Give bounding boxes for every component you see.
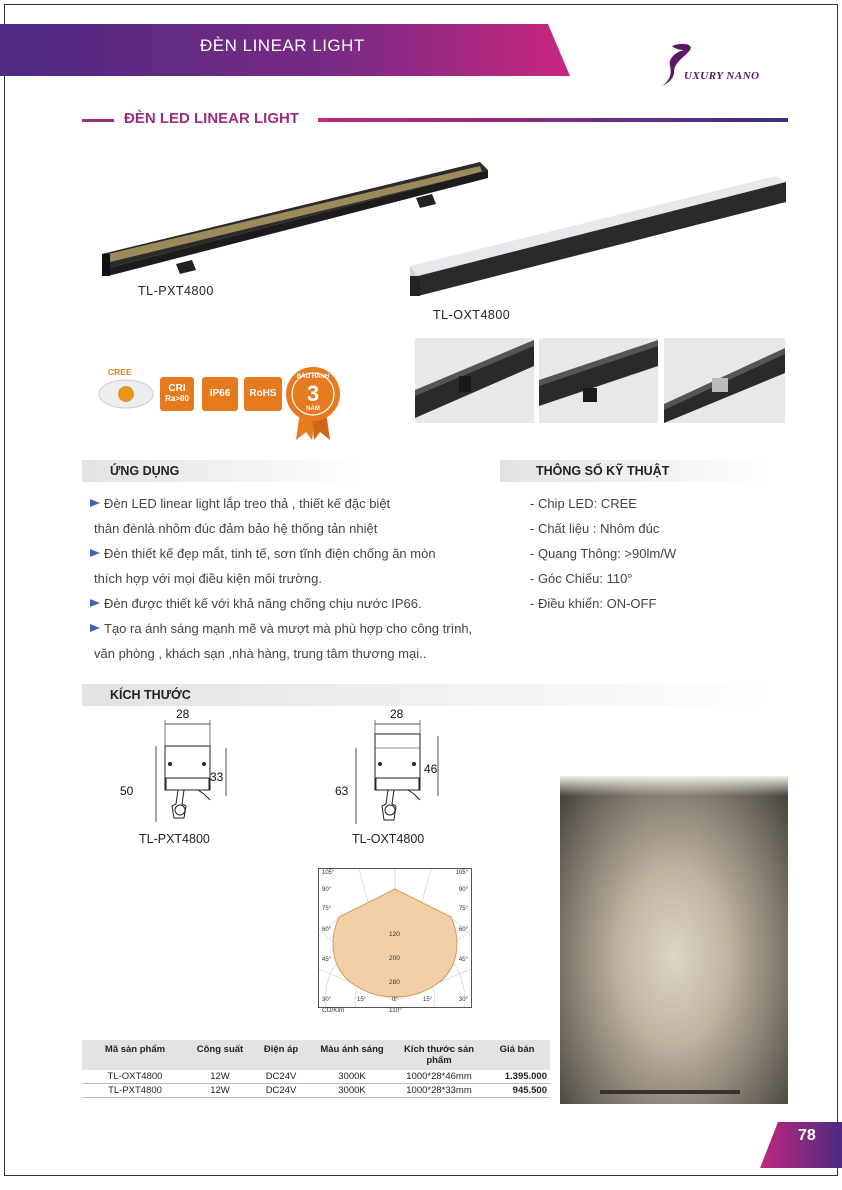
cell-color-temp: 3000K [310,1084,394,1098]
bullet-arrow-icon [90,549,100,557]
spec-control: - Điều khiển: ON-OFF [530,596,657,611]
spec-flux: - Quang Thông: >90lm/W [530,546,677,561]
application-line-6: Tạo ra ánh sáng mạnh mẽ và mượt mà phù hợp cho công trình, [90,621,472,636]
product-label-oxt4800: TL-OXT4800 [433,308,511,322]
col-header-model: Mã sản phẩm [82,1040,188,1070]
cell-size: 1000*28*33mm [394,1084,484,1098]
rohs-badge: RoHS [244,377,282,411]
cri-badge-title: CRI [168,383,186,394]
polar-angle-top-right: 105° [455,870,468,876]
cell-price: 1.395.000 [484,1070,550,1084]
application-line-7: văn phòng , khách sạn ,nhà hàng, trung tâm thương mại.. [94,646,427,661]
polar-angle-left-75: 75° [322,906,332,912]
pxt-height-label: 50 [120,784,134,798]
section-title-rule-right [318,118,788,122]
table-row [82,1084,550,1098]
polar-angle-left-45: 45° [322,957,332,963]
application-title: ỨNG DỤNG [110,464,180,478]
oxt-height-label: 63 [335,784,349,798]
wall-fixture-bar [600,1090,740,1094]
polar-bottom-30-right: 30° [458,997,468,1003]
polar-bottom-15-left: 15° [357,997,367,1003]
application-line-2: thân đènlà nhôm đúc đảm bảo hệ thống tản nhiệt [94,521,378,536]
polar-angle-right-45: 45° [458,957,468,963]
application-photo [560,776,788,1104]
oxt-width-label: 28 [390,707,404,721]
table-row [82,1070,550,1084]
warranty-bottom-text: NĂM [306,406,320,412]
polar-angle-left-90: 90° [322,887,332,893]
col-header-size: Kích thước sản phẩm [394,1040,484,1070]
cree-chip-icon [97,378,155,410]
polar-angle-right-90: 90° [458,887,468,893]
cree-label: CREE [108,367,132,377]
pxt-dimension-caption: TL-PXT4800 [139,832,210,846]
cell-power: 12W [188,1070,252,1084]
polar-ring-200: 200 [389,955,400,962]
polar-unit: CD/Klm [322,1007,345,1014]
bullet-arrow-icon [90,624,100,632]
cell-size: 1000*28*46mm [394,1070,484,1084]
polar-angle-top-left: 105° [322,870,335,876]
polar-ring-280: 280 [389,979,400,986]
warranty-badge [284,364,342,442]
col-header-voltage: Điện áp [252,1040,310,1070]
application-line-1: Đèn LED linear light lắp treo thả , thiết kế đặc biệt [90,496,390,511]
polar-diagram-plot [319,869,471,1007]
table-header-row [82,1040,550,1070]
wall-light-top [560,776,788,796]
cell-voltage: DC24V [252,1084,310,1098]
col-header-price: Giá bán [484,1040,550,1070]
price-table [82,1040,550,1098]
cell-model: TL-OXT4800 [82,1070,188,1084]
spec-beam-angle: - Góc Chiếu: 110° [530,571,633,586]
col-header-power: Công suất [188,1040,252,1070]
application-line-3: Đèn thiết kế đẹp mắt, tinh tế, sơn tĩnh điện chống ăn mòn [90,546,436,561]
polar-beam-angle: 110° [389,1007,402,1014]
product-label-pxt4800: TL-PXT4800 [138,284,214,298]
cell-voltage: DC24V [252,1070,310,1084]
oxt-dimension-drawing [348,718,458,828]
bullet-arrow-icon [90,499,100,507]
spec-chip: - Chip LED: CREE [530,496,637,511]
oxt-body-label: 46 [424,762,438,776]
application-line-5: Đèn được thiết kế với khả năng chống chịu nước IP66. [90,596,422,611]
polar-bottom-15-right: 15° [423,997,433,1003]
header-title: ĐÈN LINEAR LIGHT [200,36,365,55]
polar-diagram [318,868,472,1008]
polar-bottom-30-left: 30° [322,997,332,1003]
polar-bottom-0: 0° [392,997,398,1003]
section-title-rule-left [82,119,114,122]
spec-material: - Chất liệu : Nhôm đúc [530,521,660,536]
page-number: 78 [798,1127,816,1144]
detail-photo-2 [539,338,658,423]
pxt-body-label: 33 [210,770,224,784]
cell-price: 945.500 [484,1084,550,1098]
brand-logo-text: UXURY NANO [684,70,760,82]
specs-title: THÔNG SỐ KỸ THUẬT [536,464,670,478]
warranty-top-text: BẢO HÀNH [296,374,330,380]
pxt-dimension-drawing [138,718,248,824]
product-image-oxt4800 [406,172,788,300]
polar-angle-left-60: 60° [322,927,332,933]
pxt-width-label: 28 [176,707,190,721]
warranty-number: 3 [306,381,320,406]
col-header-color-temp: Màu ánh sáng [310,1040,394,1070]
dimensions-title: KÍCH THƯỚC [110,688,191,702]
detail-photo-1 [415,338,534,423]
cri-badge-value: Ra>80 [165,394,189,403]
bullet-arrow-icon [90,599,100,607]
section-title: ĐÈN LED LINEAR LIGHT [124,110,299,127]
polar-angle-right-60: 60° [458,927,468,933]
cell-model: TL-PXT4800 [82,1084,188,1098]
cell-color-temp: 3000K [310,1070,394,1084]
ip66-badge: IP66 [202,377,238,411]
polar-angle-right-75: 75° [458,906,468,912]
polar-ring-120: 120 [389,931,400,938]
cri-badge [160,377,194,411]
application-line-4: thích hợp với mọi điều kiện môi trường. [94,571,322,586]
cell-power: 12W [188,1084,252,1098]
oxt-dimension-caption: TL-OXT4800 [352,832,425,846]
detail-photo-3 [664,338,785,423]
